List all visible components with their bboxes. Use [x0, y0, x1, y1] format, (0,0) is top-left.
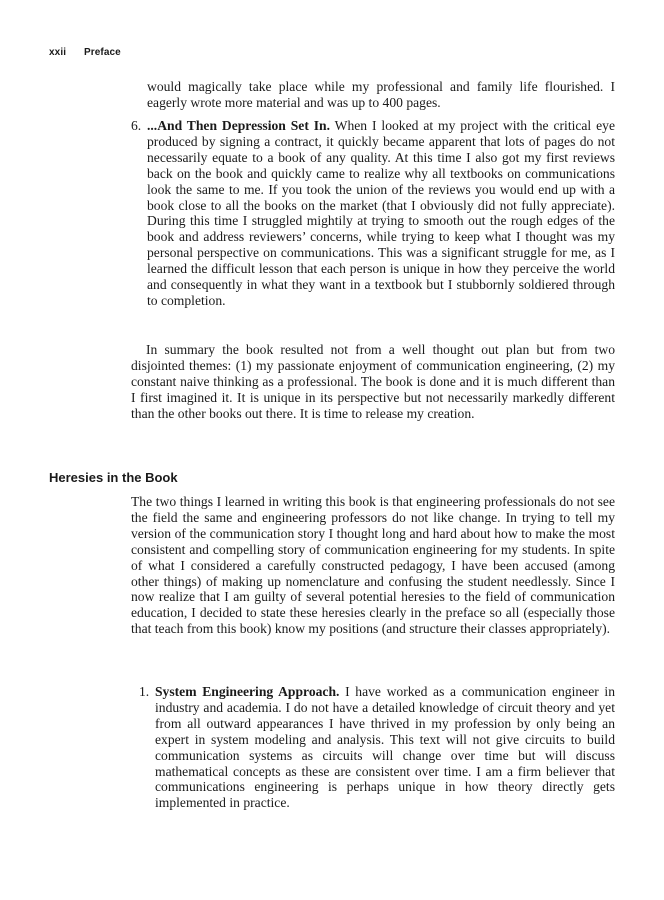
item-number: 6. [131, 118, 142, 133]
numbered-item-1 [139, 684, 615, 811]
item-body [155, 684, 615, 811]
item-lead: ...And Then Depression Set In. [147, 118, 330, 133]
numbered-item-6 [131, 118, 615, 309]
continuation-paragraph: would magically take place while my professional and family life flourished. I eagerly wrote more material and was up to 400 pages. [147, 79, 615, 110]
page-number: xxii [49, 47, 67, 58]
item-text: When I looked at my project with the critical eye produced by signing a contract, it quickly became apparent that lots of pages do not necessarily equate to a book of any quality. At this time I also got my first reviews back on the book and quickly came to realize why all textbooks on communications look the same to me. If you took the union of the reviews you would end up with a book close to all the books on the market (that I obviously did not fully appreciate). During this time I struggled mightily at trying to smooth out the rough edges of the book and address reviewers’ concerns, while trying to keep what I thought was my personal perspective on communications. This was a significant struggle for me, as I learned the difficult lesson that each person is unique in how they perceive the world and consequently in what they want in a textbook but I stubbornly soldiered through to completion. [147, 118, 615, 308]
item-text: I have worked as a communication engineer in industry and academia. I do not have a detailed knowledge of circuit theory and yet from all outward appearances I have thrived in my profession by only being an expert in system modeling and analysis. This text will not give circuits to build communication systems as circuits will change over time but will discuss mathematical concepts as these are consistent over time. I am a firm believer that communications engineering is perhaps unique in how theory directly gets implemented in practice. [155, 684, 615, 811]
item-lead: System Engineering Approach. [155, 684, 340, 699]
heresies-intro-paragraph: The two things I learned in writing this book is that engineering professionals do not see the field the same and engineering professors do not like change. In trying to tell my version of the communication story I thought long and hard about how to make the most consistent and compelling story of communication engineering for my students. In spite of what I considered a carefully constructed pedagogy, I have been accused (among other things) of making up nomenclature and confusing the student needlessly. Since I now realize that I am guilty of several potential heresies to the field of communication education, I decided to state these heresies clearly in the preface so all (especially those that teach from this book) know my positions (and structure their classes appropriately). [131, 494, 615, 637]
running-head [49, 47, 121, 58]
running-head-section: Preface [83, 47, 121, 58]
item-number: 1. [139, 684, 150, 699]
item-body [147, 118, 615, 309]
section-heading: Heresies in the Book [49, 470, 178, 485]
summary-paragraph: In summary the book resulted not from a well thought out plan but from two disjointed themes: (1) my passionate enjoyment of communication engineering, (2) my constant naive thinking as a professional. The book is done and it is much different than I first imagined it. It is unique in its perspective but not necessarily markedly different than the other books out there. It is time to release my creation. [131, 342, 615, 421]
